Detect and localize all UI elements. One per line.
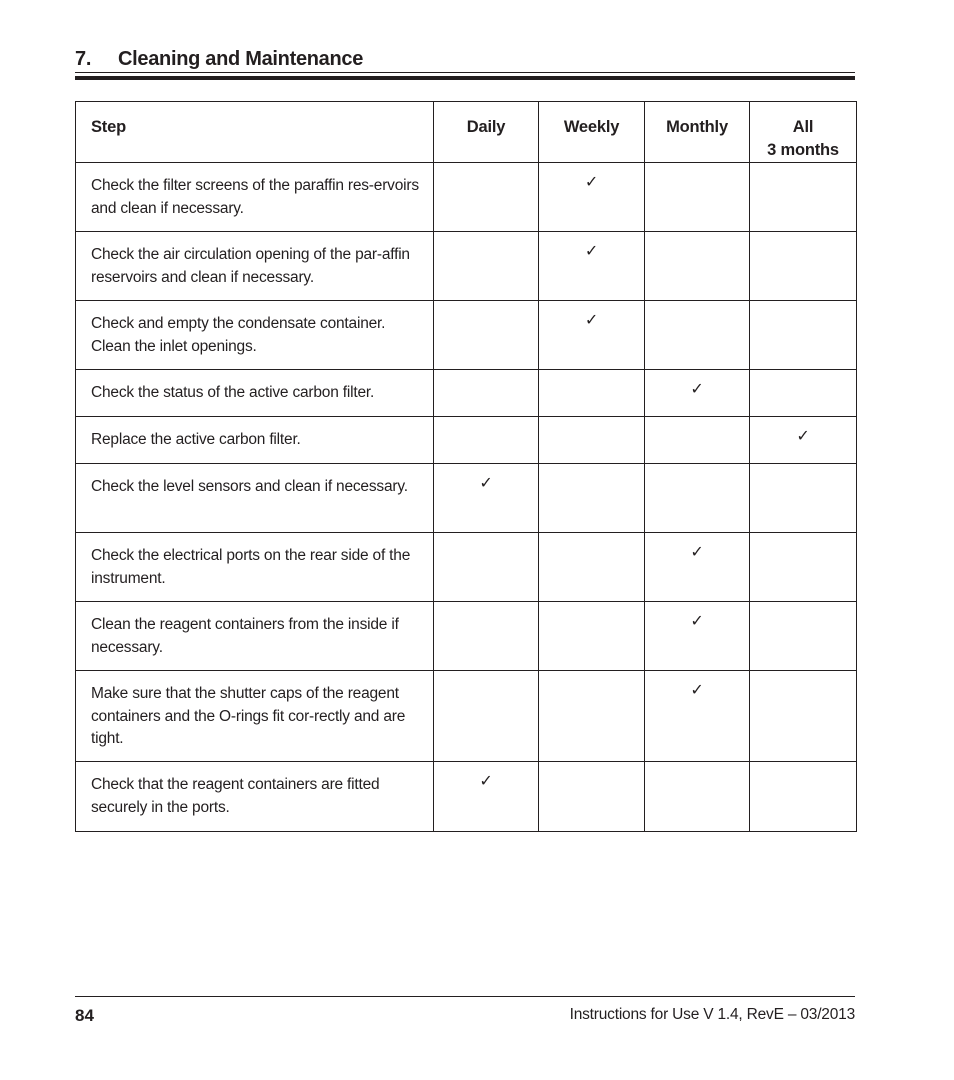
- table-row: [76, 602, 857, 671]
- checkmark-icon: ✓: [479, 771, 493, 790]
- frequency-cell-daily: [434, 762, 539, 832]
- footer-rule: [75, 996, 855, 997]
- step-description: Make sure that the shutter caps of the reagent containers and the O-rings fit cor-rectly and are tight.: [76, 671, 434, 762]
- step-description: Check the air circulation opening of the par-affin reservoirs and clean if necessary.: [76, 232, 434, 301]
- frequency-cell-weekly: [539, 163, 645, 232]
- table-row: [76, 417, 857, 464]
- table-header-row: [76, 102, 857, 163]
- checkmark-icon: ✓: [796, 426, 810, 445]
- frequency-cell-all-3-months: [750, 301, 857, 370]
- frequency-cell-weekly: [539, 232, 645, 301]
- frequency-cell-all-3-months: [750, 464, 857, 533]
- checkmark-icon: ✓: [584, 172, 599, 191]
- step-description: Check the status of the active carbon filter.: [76, 370, 434, 417]
- checkmark-icon: ✓: [584, 241, 599, 260]
- step-description: Check the filter screens of the paraffin res-ervoirs and clean if necessary.: [76, 163, 434, 232]
- checkmark-icon: ✓: [584, 310, 599, 329]
- frequency-cell-monthly: [645, 533, 750, 602]
- table-row: [76, 762, 857, 832]
- frequency-cell-daily: [434, 533, 539, 602]
- section-heading: [75, 44, 855, 74]
- header-rule-thin: [75, 72, 855, 73]
- frequency-cell-monthly: [645, 301, 750, 370]
- frequency-cell-daily: [434, 163, 539, 232]
- frequency-cell-weekly: [539, 671, 645, 762]
- frequency-cell-daily: [434, 370, 539, 417]
- column-header-all-line2: 3 months: [767, 141, 839, 159]
- checkmark-icon: ✓: [479, 473, 493, 492]
- frequency-cell-daily: [434, 671, 539, 762]
- checkmark-icon: ✓: [690, 542, 704, 561]
- checkmark-icon: ✓: [690, 611, 704, 630]
- table-row: [76, 370, 857, 417]
- frequency-cell-monthly: [645, 417, 750, 464]
- column-header-monthly: Monthly: [645, 102, 750, 163]
- step-description: Check the level sensors and clean if necessary.: [76, 464, 434, 533]
- table-row: [76, 671, 857, 762]
- table-row: [76, 232, 857, 301]
- frequency-cell-all-3-months: [750, 602, 857, 671]
- frequency-cell-monthly: [645, 370, 750, 417]
- column-header-all-3-months: [750, 102, 857, 163]
- checkmark-icon: ✓: [690, 379, 704, 398]
- document-reference: Instructions for Use V 1.4, RevE – 03/2013: [569, 1006, 855, 1023]
- frequency-cell-monthly: [645, 232, 750, 301]
- frequency-cell-weekly: [539, 370, 645, 417]
- frequency-cell-monthly: [645, 602, 750, 671]
- frequency-cell-weekly: [539, 762, 645, 832]
- frequency-cell-daily: [434, 417, 539, 464]
- frequency-cell-weekly: [539, 417, 645, 464]
- step-description: Replace the active carbon filter.: [76, 417, 434, 464]
- frequency-cell-monthly: [645, 671, 750, 762]
- step-description: Check that the reagent containers are fitted securely in the ports.: [76, 762, 434, 832]
- frequency-cell-all-3-months: [750, 370, 857, 417]
- table-row: [76, 163, 857, 232]
- step-description: Check and empty the condensate container. Clean the inlet openings.: [76, 301, 434, 370]
- frequency-cell-weekly: [539, 533, 645, 602]
- frequency-cell-daily: [434, 602, 539, 671]
- header-rule-thick: [75, 76, 855, 80]
- frequency-cell-all-3-months: [750, 232, 857, 301]
- table-body: [76, 163, 857, 832]
- frequency-cell-monthly: [645, 163, 750, 232]
- table-row: [76, 301, 857, 370]
- frequency-cell-all-3-months: [750, 417, 857, 464]
- table-row: [76, 464, 857, 533]
- maintenance-schedule-table: [75, 101, 857, 832]
- frequency-cell-all-3-months: [750, 163, 857, 232]
- table-row: [76, 533, 857, 602]
- column-header-all-line1: All: [792, 118, 814, 136]
- frequency-cell-weekly: [539, 464, 645, 533]
- frequency-cell-monthly: [645, 464, 750, 533]
- frequency-cell-all-3-months: [750, 762, 857, 832]
- frequency-cell-weekly: [539, 301, 645, 370]
- step-description: Clean the reagent containers from the inside if necessary.: [76, 602, 434, 671]
- section-number: 7.: [75, 47, 92, 70]
- frequency-cell-weekly: [539, 602, 645, 671]
- frequency-cell-daily: [434, 301, 539, 370]
- frequency-cell-daily: [434, 464, 539, 533]
- column-header-weekly: Weekly: [539, 102, 645, 163]
- frequency-cell-monthly: [645, 762, 750, 832]
- frequency-cell-daily: [434, 232, 539, 301]
- section-title: Cleaning and Maintenance: [118, 47, 364, 70]
- step-description: Check the electrical ports on the rear side of the instrument.: [76, 533, 434, 602]
- frequency-cell-all-3-months: [750, 671, 857, 762]
- page-number: 84: [75, 1006, 94, 1025]
- column-header-step: Step: [76, 102, 434, 163]
- column-header-daily: Daily: [434, 102, 539, 163]
- frequency-cell-all-3-months: [750, 533, 857, 602]
- checkmark-icon: ✓: [690, 680, 704, 699]
